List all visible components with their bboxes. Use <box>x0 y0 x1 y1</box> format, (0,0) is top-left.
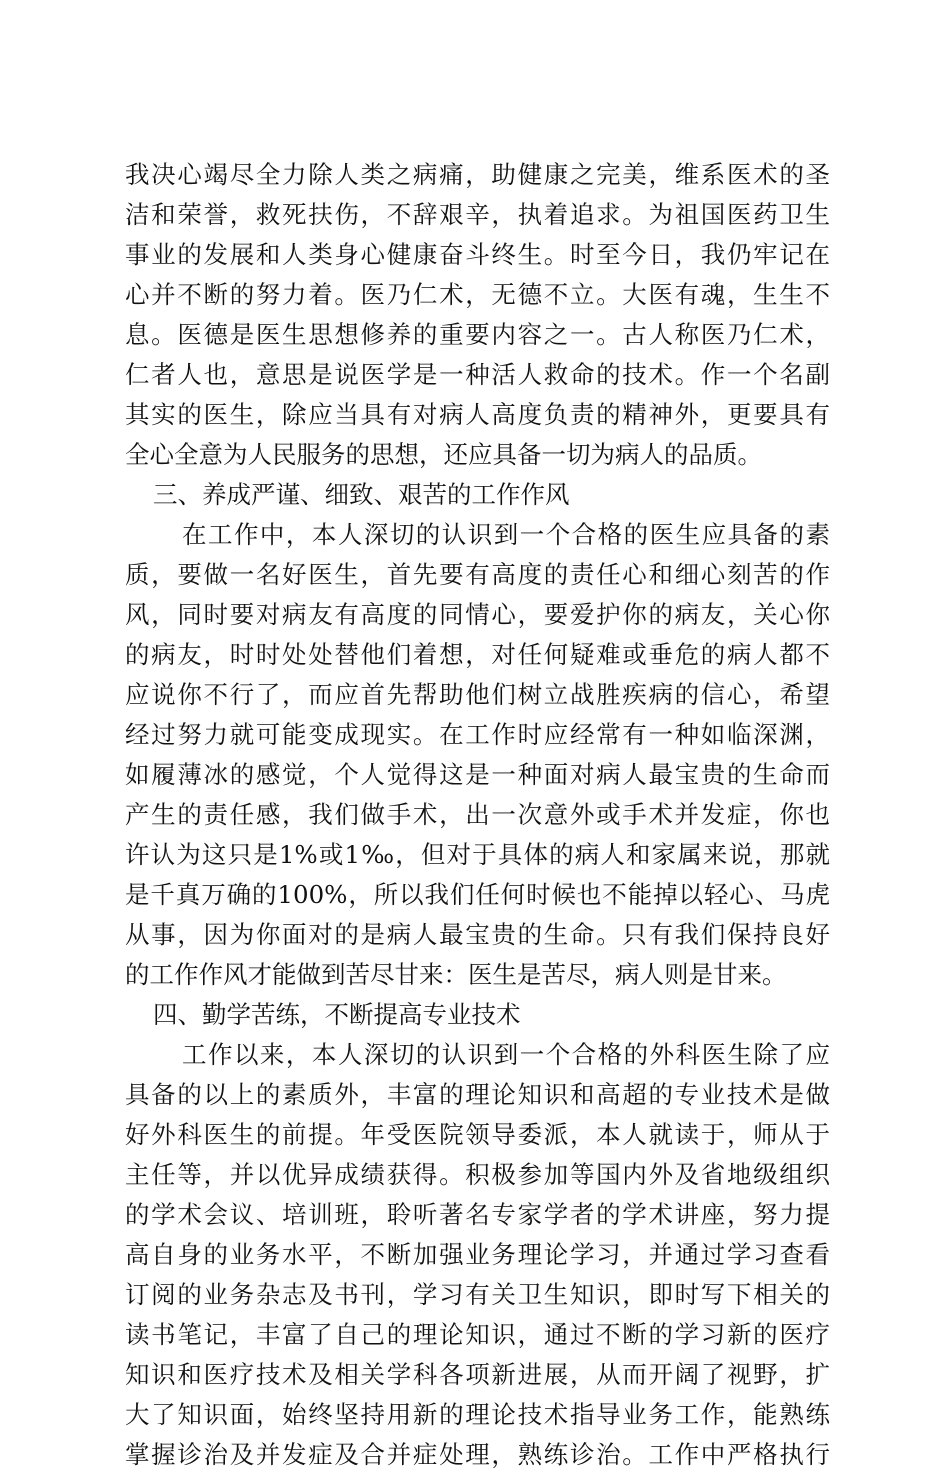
text-line: 我决心竭尽全力除人类之病痛，助健康之完美，维系医术的圣 <box>125 160 830 189</box>
text-line: 具备的以上的素质外，丰富的理论知识和高超的专业技术是做 <box>125 1080 830 1109</box>
text-line: 心并不断的努力着。医乃仁术，无德不立。大医有魂，生生不 <box>125 280 830 309</box>
text-line: 掌握诊治及并发症及合并症处理，熟练诊治。工作中严格执行 <box>125 1440 830 1469</box>
text-line: 应说你不行了，而应首先帮助他们树立战胜疾病的信心，希望 <box>125 680 830 709</box>
text-line: 是千真万确的100%，所以我们任何时候也不能掉以轻心、马虎 <box>125 880 830 909</box>
text-line: 工作以来，本人深切的认识到一个合格的外科医生除了应 <box>182 1040 830 1069</box>
text-line: 全心全意为人民服务的思想，还应具备一切为病人的品质。 <box>125 440 762 469</box>
text-line: 主任等，并以优异成绩获得。积极参加等国内外及省地级组织 <box>125 1160 830 1189</box>
text-line: 经过努力就可能变成现实。在工作时应经常有一种如临深渊， <box>125 720 830 749</box>
text-line: 息。医德是医生思想修养的重要内容之一。古人称医乃仁术， <box>125 320 830 349</box>
text-line: 洁和荣誉，救死扶伤，不辞艰辛，执着追求。为祖国医药卫生 <box>125 200 830 229</box>
text-line: 高自身的业务水平，不断加强业务理论学习，并通过学习查看 <box>125 1240 830 1269</box>
section-heading: 三、养成严谨、细致、艰苦的工作作风 <box>153 480 570 509</box>
text-line: 的工作作风才能做到苦尽甘来：医生是苦尽，病人则是甘来。 <box>125 960 787 989</box>
text-line: 从事，因为你面对的是病人最宝贵的生命。只有我们保持良好 <box>125 920 830 949</box>
text-line: 质，要做一名好医生，首先要有高度的责任心和细心刻苦的作 <box>125 560 830 589</box>
text-line: 好外科医生的前提。年受医院领导委派，本人就读于，师从于 <box>125 1120 830 1149</box>
text-line: 许认为这只是1%或1‰，但对于具体的病人和家属来说，那就 <box>125 840 830 869</box>
text-line: 读书笔记，丰富了自己的理论知识，通过不断的学习新的医疗 <box>125 1320 830 1349</box>
text-line: 大了知识面，始终坚持用新的理论技术指导业务工作，能熟练 <box>125 1400 830 1429</box>
text-line: 的学术会议、培训班，聆听著名专家学者的学术讲座，努力提 <box>125 1200 830 1229</box>
text-line: 产生的责任感，我们做手术，出一次意外或手术并发症，你也 <box>125 800 830 829</box>
text-line: 订阅的业务杂志及书刊，学习有关卫生知识，即时写下相关的 <box>125 1280 830 1309</box>
section-heading: 四、勤学苦练，不断提高专业技术 <box>153 1000 521 1029</box>
text-line: 如履薄冰的感觉，个人觉得这是一种面对病人最宝贵的生命而 <box>125 760 830 789</box>
text-line: 知识和医疗技术及相关学科各项新进展，从而开阔了视野，扩 <box>125 1360 830 1389</box>
text-line: 事业的发展和人类身心健康奋斗终生。时至今日，我仍牢记在 <box>125 240 830 269</box>
text-line: 其实的医生，除应当具有对病人高度负责的精神外，更要具有 <box>125 400 830 429</box>
text-line: 在工作中，本人深切的认识到一个合格的医生应具备的素 <box>182 520 830 549</box>
text-line: 的病友，时时处处替他们着想，对任何疑难或垂危的病人都不 <box>125 640 830 669</box>
text-line: 风，同时要对病友有高度的同情心，要爱护你的病友，关心你 <box>125 600 830 629</box>
text-line: 仁者人也，意思是说医学是一种活人救命的技术。作一个名副 <box>125 360 830 389</box>
